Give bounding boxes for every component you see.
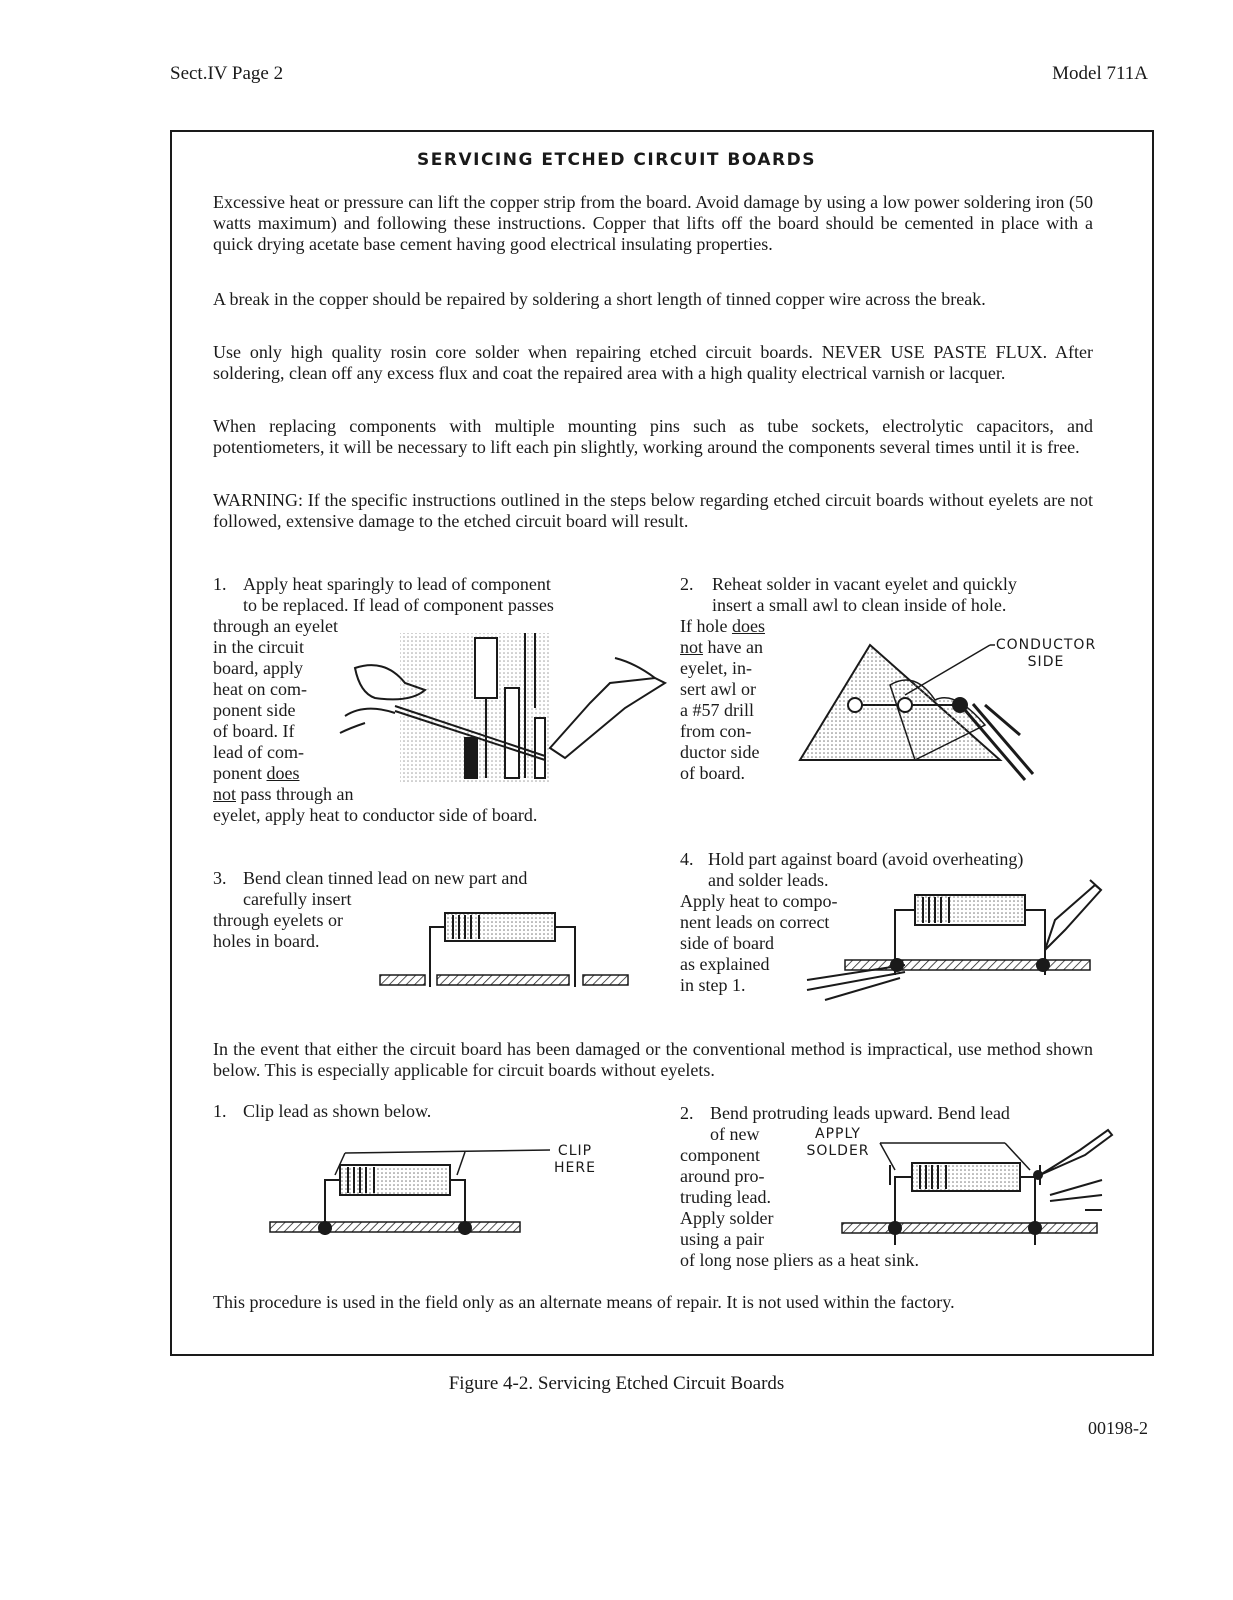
label-line: HERE (554, 1160, 596, 1176)
intro-paragraph-2: A break in the copper should be repaired by soldering a short length of tinned copper wire across the break. (213, 289, 986, 309)
label-line: CONDUCTOR (995, 637, 1097, 653)
step-1-number: 1. (213, 574, 227, 594)
step-1-line: through an eyelet (213, 616, 338, 636)
alt-step-2-line: Apply solder (680, 1208, 774, 1228)
step-1-line: ponent side (213, 700, 296, 720)
alt-step-1-number: 1. (213, 1101, 227, 1121)
step-4-line: side of board (680, 933, 774, 953)
step-3-line: carefully insert (243, 889, 352, 909)
step-2-line: from con- (680, 721, 752, 741)
alt-step-1-illustration (265, 1140, 555, 1250)
alt-step-1-line: Clip lead as shown below. (243, 1101, 432, 1121)
label-line: SOLDER (806, 1143, 870, 1159)
step-2-line: of board. (680, 763, 745, 783)
step-4-number: 4. (680, 849, 694, 869)
step-3-illustration (375, 905, 635, 1000)
document-number: 00198-2 (1088, 1418, 1148, 1438)
alt-step-2-illustration (840, 1125, 1115, 1250)
model-header: Model 711A (1052, 63, 1148, 84)
section-page-header: Sect.IV Page 2 (170, 63, 284, 84)
figure-caption: Figure 4-2. Servicing Etched Circuit Boards (448, 1373, 785, 1394)
step-1-line (213, 763, 300, 784)
step-4-line: Hold part against board (avoid overheating) (708, 849, 1024, 869)
label-line: APPLY (815, 1126, 861, 1142)
step-2-number: 2. (680, 574, 694, 594)
alt-step-2-line: Bend protruding leads upward. Bend lead (710, 1103, 1010, 1123)
step-1-text: pass through an (236, 784, 354, 804)
step-1-line: lead of com- (213, 742, 304, 762)
closing-paragraph: This procedure is used in the field only as an alternate means of repair. It is not used within the factory. (213, 1292, 955, 1312)
label-line: CLIP (557, 1143, 593, 1159)
step-1-line: in the circuit (213, 637, 304, 657)
alt-step-2-line: of new (710, 1124, 760, 1144)
step-1-line: board, apply (213, 658, 303, 678)
step-3-line: Bend clean tinned lead on new part and (243, 868, 528, 888)
step-2-illustration (795, 640, 1065, 790)
step-2-line: Reheat solder in vacant eyelet and quickly (712, 574, 1017, 594)
step-3-line: through eyelets or (213, 910, 343, 930)
step-1-emphasis: not (213, 784, 237, 804)
step-2-emphasis: does (731, 616, 765, 636)
alt-step-2-number: 2. (680, 1103, 694, 1123)
step-1-illustration (335, 628, 670, 788)
step-4-line: in step 1. (680, 975, 746, 995)
intro-paragraph-1: Excessive heat or pressure can lift the copper strip from the board. Avoid damage by using a low power soldering iron (50 watts maximum) and following these instructions. Copper that lifts off the board should be cemented in place with a quick drying acetate base cement having good electrical insulating properties. (213, 192, 1093, 254)
step-3-line: holes in board. (213, 931, 320, 951)
alt-step-2-line: using a pair (680, 1229, 764, 1249)
step-4-line: as explained (680, 954, 770, 974)
step-1-emphasis: does (266, 763, 300, 783)
step-2-line: insert a small awl to clean inside of hole. (712, 595, 1007, 615)
step-2-line: ductor side (680, 742, 760, 762)
page-title: SERVICING ETCHED CIRCUIT BOARDS (417, 150, 816, 170)
step-2-line: sert awl or (680, 679, 756, 699)
step-1-line (213, 784, 354, 805)
step-2-text: have an (703, 637, 763, 657)
alt-step-2-line: component (680, 1145, 760, 1165)
step-2-line: eyelet, in- (680, 658, 752, 678)
warning-paragraph: WARNING: If the specific instructions outlined in the steps below regarding etched circuit boards without eyelets are not followed, extensive damage to the etched circuit board will result. (213, 490, 1093, 531)
step-1-line: of board. If (213, 721, 295, 741)
alt-step-2-line: truding lead. (680, 1187, 771, 1207)
intro-paragraph-4: When replacing components with multiple mounting pins such as tube sockets, electrolytic capacitors, and potentiometers, it will be necessary to lift each pin slightly, working around the components several times until it is free. (213, 416, 1093, 457)
step-4-line: and solder leads. (708, 870, 829, 890)
step-2-emphasis: not (680, 637, 704, 657)
step-4-line: Apply heat to compo- (680, 891, 838, 911)
intro-paragraph-3: Use only high quality rosin core solder when repairing etched circuit boards. NEVER USE PASTE FLUX. After soldering, clean off any excess flux and coat the repaired area with a high quality electrical varnish or lacquer. (213, 342, 1093, 383)
step-2-text: If hole (680, 616, 732, 636)
label-line: SIDE (1027, 654, 1065, 670)
step-1-line: Apply heat sparingly to lead of component (243, 574, 551, 594)
alt-step-2-line: of long nose pliers as a heat sink. (680, 1250, 919, 1270)
alternate-method-intro: In the event that either the circuit board has been damaged or the conventional method is impractical, use method shown below. This is especially applicable for circuit boards without eyelets. (213, 1039, 1093, 1080)
step-2-line (680, 616, 765, 637)
alt-step-2-line: around pro- (680, 1166, 765, 1186)
step-1-line: heat on com- (213, 679, 307, 699)
step-4-illustration (805, 880, 1105, 1005)
step-1-line: eyelet, apply heat to conductor side of board. (213, 805, 538, 825)
step-1-text: ponent (213, 763, 267, 783)
step-2-line (680, 637, 763, 658)
step-4-line: nent leads on correct (680, 912, 830, 932)
step-2-line: a #57 drill (680, 700, 754, 720)
step-1-line: to be replaced. If lead of component passes (243, 595, 554, 615)
step-3-number: 3. (213, 868, 227, 888)
